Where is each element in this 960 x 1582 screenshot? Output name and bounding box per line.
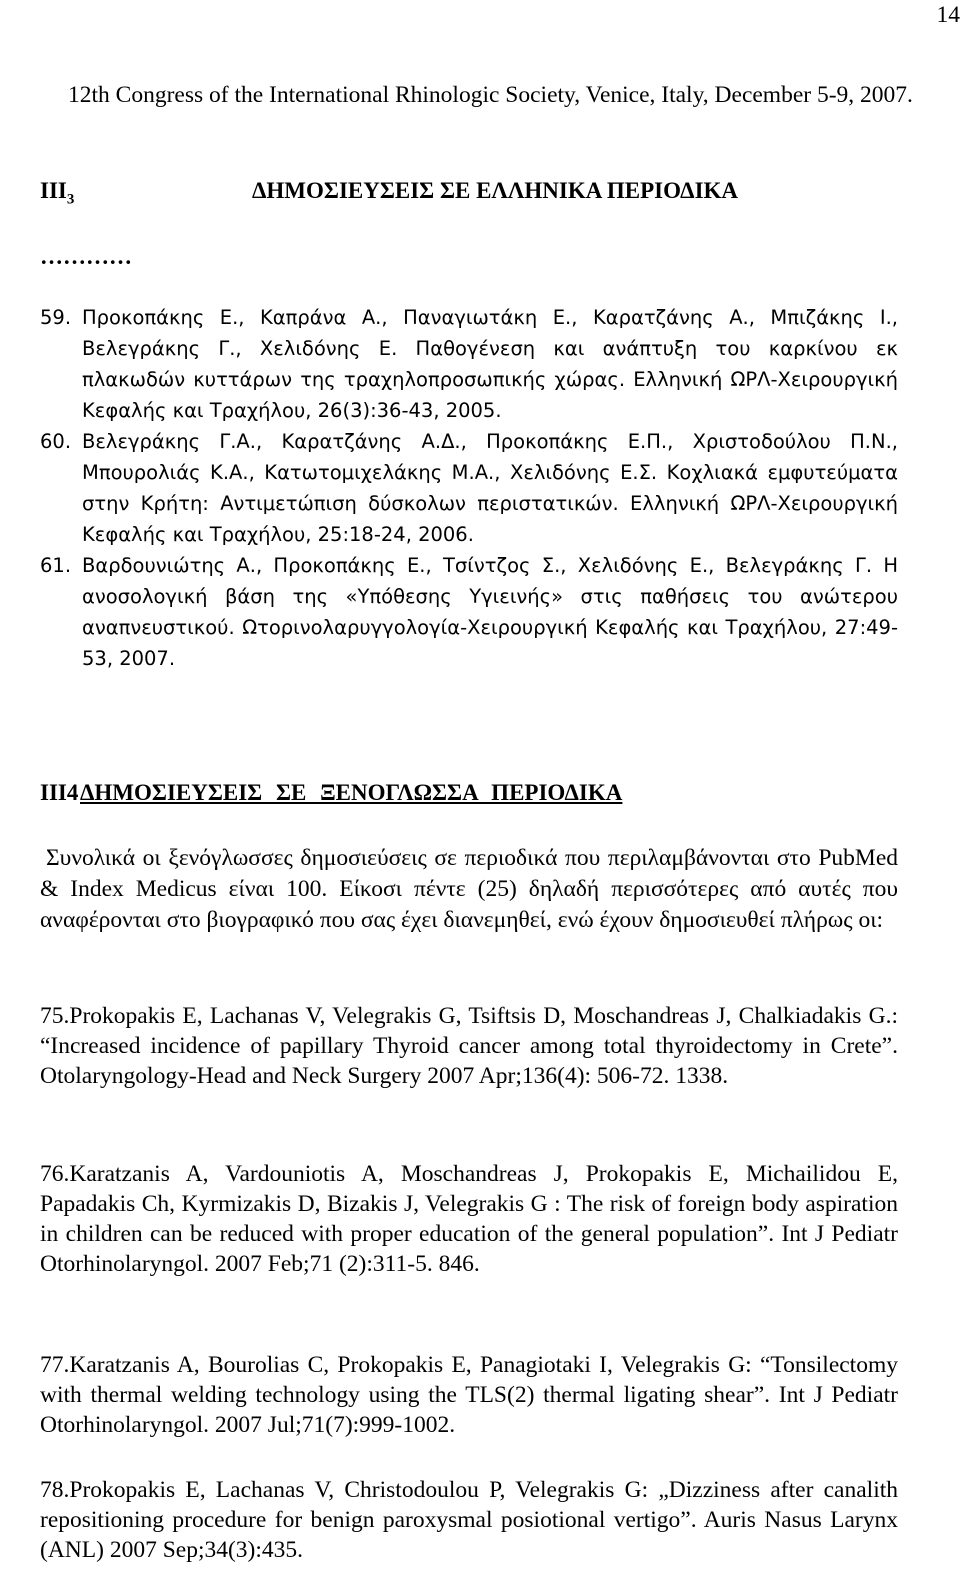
foreign-reference-78: 78.Prokopakis E, Lachanas V, Christodoulou P, Velegrakis G: „Dizziness after canalith repositioning procedure for benign paroxysmal posiotional vertigo”. Auris Nasus Larynx (ANL) 2007 Sep;34(3):435.: [40, 1477, 898, 1563]
reference-text: Προκοπάκης Ε., Καπράνα Α., Παναγιωτάκη Ε., Καρατζάνης Α., Μπιζάκης Ι., Βελεγράκης Γ., Χελιδόνης Ε. Παθογένεση και ανάπτυξη του καρκίνου εκ πλακωδών κυττάρων της τραχηλοπροσωπικής χώρας. Ελληνική ΩΡΛ-Χειρουργική Κεφαλής και Τραχήλου, 26(3):36-43, 2005.: [82, 306, 898, 422]
section-3-title: ΔΗΜΟΣΙΕΥΣΕΙΣ ΣΕ ΕΛΛΗΝΙΚΑ ΠΕΡΙΟΔΙΚΑ: [252, 178, 739, 203]
section-3-code-base: III: [40, 178, 67, 203]
reference-text: Βαρδουνιώτης Α., Προκοπάκης Ε., Τσίντζος Σ., Χελιδόνης Ε., Βελεγράκης Γ. Η ανοσολογική βάση της «Υπόθεσης Υγιεινής» στις παθήσεις του ανώτερου αναπνευστικού. Ωτορινολαρυγγολογία-Χειρουργική Κεφαλής και Τραχήλου, 27:49-53, 2007.: [82, 554, 898, 670]
section-4-title: ΔΗΜΟΣΙΕΥΣΕΙΣ ΣΕ ΞΕΝΟΓΛΩΣΣΑ ΠΕΡΙΟΔΙΚΑ: [80, 780, 623, 805]
reference-number: 60.: [40, 430, 72, 453]
page-number: 14: [936, 2, 960, 28]
foreign-reference-76: 76.Karatzanis A, Vardouniotis A, Moschandreas J, Prokopakis E, Michailidou E, Papadakis Ch, Kyrmizakis D, Bizakis J, Velegrakis G : The risk of foreign body aspiration in children can be reduced with proper education of the general population”. Int J Pediatr Otorhinolaryngol. 2007 Feb;71 (2):311-5. 846.: [40, 1161, 898, 1277]
greek-reference: [40, 550, 898, 674]
section-3-code: [40, 176, 74, 215]
greek-references: [40, 302, 898, 674]
reference-number: 59.: [40, 306, 72, 329]
congress-line: 12th Congress of the International Rhinologic Society, Venice, Italy, December 5-9, 2007.: [68, 82, 913, 108]
greek-reference: [40, 302, 898, 426]
ellipsis: …………: [40, 244, 132, 269]
section-4-intro: Συνολικά οι ξενόγλωσσες δημοσιεύσεις σε περιοδικά που περιλαμβάνονται στο PubMed & Index Medicus είναι 100. Είκοσι πέντε (25) δηλαδή περισσότερες από αυτές που αναφέρονται στο βιογραφικό που σας έχει διανεμηθεί, ενώ έχουν δημοσιευθεί πλήρως οι:: [40, 845, 898, 933]
greek-reference: [40, 426, 898, 550]
reference-text: Βελεγράκης Γ.Α., Καρατζάνης Α.Δ., Προκοπάκης Ε.Π., Χριστοδούλου Π.Ν., Μπουρολιάς Κ.Α., Κατωτομιχελάκης Μ.Α., Χελιδόνης Ε.Σ. Κοχλιακά εμφυτεύματα στην Κρήτη: Αντιμετώπιση δύσκολων περιστατικών. Ελληνική ΩΡΛ-Χειρουργική Κεφαλής και Τραχήλου, 25:18-24, 2006.: [82, 430, 898, 546]
section-4-code: III4: [40, 780, 79, 805]
foreign-reference-75: 75.Prokopakis E, Lachanas V, Velegrakis G, Tsiftsis D, Moschandreas J, Chalkiadakis G.: “Increased incidence of papillary Thyroid cancer among total thyroidectomy in Crete”. Otolaryngology-Head and Neck Surgery 2007 Apr;136(4): 506-72. 1338.: [40, 1003, 898, 1089]
section-3-code-sub: 3: [66, 191, 75, 208]
reference-number: 61.: [40, 554, 72, 577]
foreign-reference-77: 77.Karatzanis A, Bourolias C, Prokopakis E, Panagiotaki I, Velegrakis G: “Tonsilectomy with thermal welding technology using the TLS(2) thermal ligating shear”. Int J Pediatr Otorhinolaryngol. 2007 Jul;71(7):999-1002.: [40, 1352, 898, 1438]
